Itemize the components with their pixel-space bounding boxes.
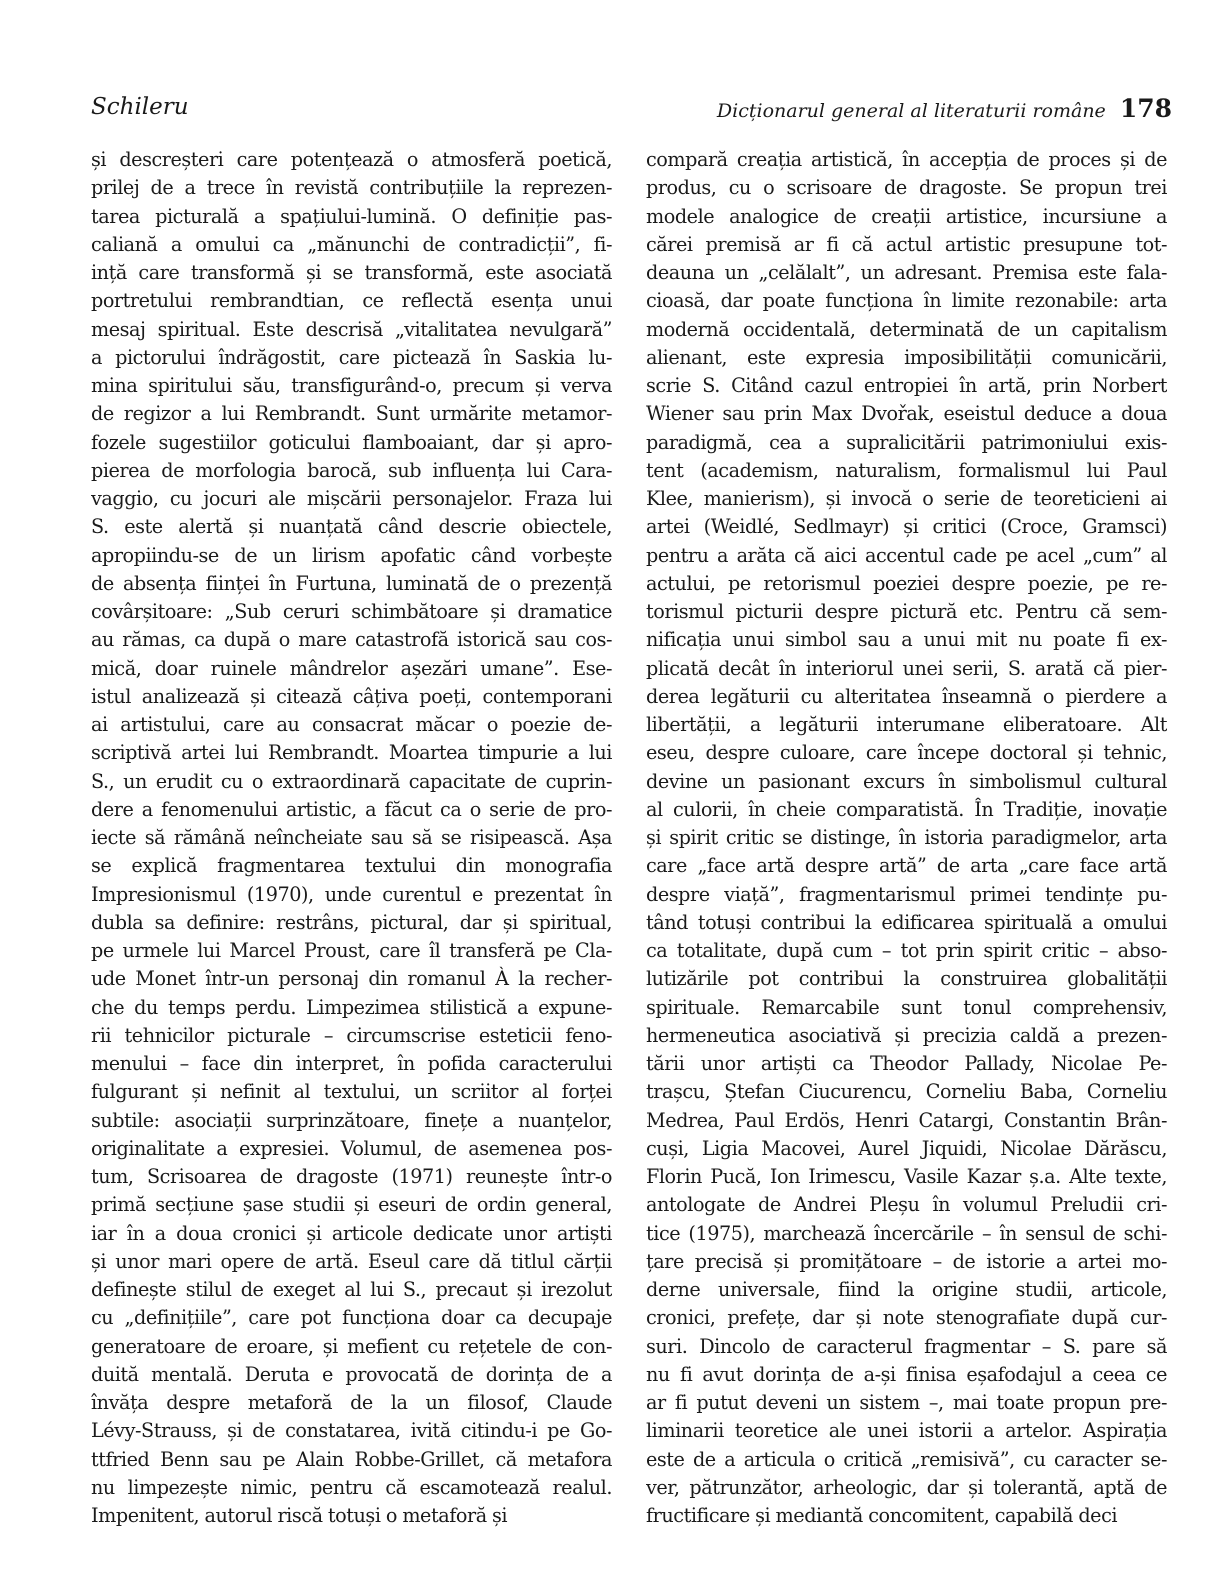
text-line: ință care transformă și se transformă, este asociată xyxy=(91,261,612,284)
text-line: compară creația artistică, în accepția de proces și de xyxy=(646,148,1167,171)
text-line: modele analogice de creații artistice, incursiune a xyxy=(646,204,1167,228)
text-line: prilej de a trece în revistă contribuțiile la reprezen- xyxy=(91,176,612,200)
text-line: torismul picturii despre pictură etc. Pentru că sem- xyxy=(646,600,1167,623)
text-line: Florin Pucă, Ion Irimescu, Vasile Kazar ș.a. Alte texte, xyxy=(646,1165,1167,1188)
text-line: devine un pasionant excurs în simbolismul cultural xyxy=(646,769,1167,793)
text-line: cioasă, dar poate funcționa în limite rezonabile: arta xyxy=(646,289,1167,313)
text-line: suri. Dincolo de caracterul fragmentar – S. pare să xyxy=(646,1334,1167,1358)
text-line: și unor mari opere de artă. Eseul care dă titlul cărții xyxy=(91,1249,612,1273)
text-line: al culorii, în cheie comparatistă. În Tradiție, inovație xyxy=(646,797,1167,821)
text-line: iar în a doua cronici și articole dedicate unor artiști xyxy=(91,1221,612,1245)
text-line: tice (1975), marchează încercările – în sensul de schi- xyxy=(646,1221,1167,1245)
text-line: fozele sugestiilor goticului flamboaiant, dar și apro- xyxy=(91,430,612,454)
text-line: produs, cu o scrisoare de dragoste. Se propun trei xyxy=(646,176,1167,200)
text-line: hermeneutica asociativă și precizia caldă a prezen- xyxy=(646,1023,1167,1047)
text-line: țare precisă și promițătoare – de istorie a artei mo- xyxy=(646,1249,1167,1273)
text-line: dere a fenomenului artistic, a făcut ca o serie de pro- xyxy=(91,797,612,821)
text-line: S., un erudit cu o extraordinară capacitate de cuprin- xyxy=(91,769,612,793)
text-line: este de a articula o critică „remisivă”, cu caracter se- xyxy=(646,1447,1167,1471)
text-line: derea legăturii cu alteritatea înseamnă o pierdere a xyxy=(646,684,1167,708)
text-line: cărei premisă ar fi că actul artistic presupune tot- xyxy=(646,232,1167,256)
text-line: subtile: asociații surprinzătoare, finețe a nuanțelor, xyxy=(91,1108,612,1132)
text-line: și spirit critic se distinge, în istoria paradigmelor, arta xyxy=(646,826,1167,849)
text-line: caliană a omului ca „mănunchi de contradicții”, fi- xyxy=(91,232,612,256)
running-head-right xyxy=(717,94,1172,123)
text-line: ca totalitate, după cum – tot prin spirit critic – abso- xyxy=(646,939,1167,962)
text-line: scriptivă artei lui Rembrandt. Moartea timpurie a lui xyxy=(91,741,612,765)
text-line: duită mentală. Deruta e provocată de dorința de a xyxy=(91,1362,612,1386)
text-line: deauna un „celălalt”, un adresant. Premisa este fala- xyxy=(646,261,1167,284)
text-line: Medrea, Paul Erdös, Henri Catargi, Constantin Brân- xyxy=(646,1108,1167,1132)
text-line: ttfried Benn sau pe Alain Robbe-Grillet, că metafora xyxy=(91,1447,612,1471)
text-line: covârșitoare: „Sub ceruri schimbătoare și dramatice xyxy=(91,600,612,623)
text-line: și descreșteri care potențează o atmosferă poetică, xyxy=(91,148,612,171)
text-line: paradigmă, cea a supralicitării patrimoniului exis- xyxy=(646,430,1167,454)
text-line: tând totuși contribui la edificarea spirituală a omului xyxy=(646,910,1167,934)
running-head-entry-name: Schileru xyxy=(91,94,189,120)
text-line: portretului rembrandtian, ce reflectă esența unui xyxy=(91,289,612,313)
text-line: lutizările pot contribui la construirea globalității xyxy=(646,967,1167,991)
right-text-column xyxy=(646,146,1167,1530)
text-line: care „face artă despre artă” de arta „care face artă xyxy=(646,854,1167,878)
text-line: mesaj spiritual. Este descrisă „vitalitatea nevulgară” xyxy=(91,317,612,341)
running-head-book-title: Dicționarul general al literaturii române xyxy=(716,100,1106,122)
text-line: ai artistului, care au consacrat măcar o poezie de- xyxy=(91,713,612,736)
text-line: plicată decât în interiorul unei serii, S. arată că pier- xyxy=(646,656,1167,680)
text-line: menului – face din interpret, în pofida caracterului xyxy=(91,1052,612,1075)
text-line: derne universale, fiind la origine studii, articole, xyxy=(646,1278,1167,1301)
text-line: nu fi avut dorința de a-și finisa eșafodajul a ceea ce xyxy=(646,1362,1167,1386)
text-line: se explică fragmentarea textului din monografia xyxy=(91,854,612,878)
text-line: originalitate a expresiei. Volumul, de asemenea pos- xyxy=(91,1136,612,1160)
text-line: artei (Weidlé, Sedlmayr) și critici (Croce, Gramsci) xyxy=(646,515,1167,539)
text-line: Wiener sau prin Max Dvořak, eseistul deduce a doua xyxy=(646,402,1167,426)
text-line: pe urmele lui Marcel Proust, care îl transferă pe Cla- xyxy=(91,939,612,962)
text-line: antologate de Andrei Pleșu în volumul Preludii cri- xyxy=(646,1193,1167,1217)
text-line: S. este alertă și nuanțată când descrie obiectele, xyxy=(91,515,612,539)
text-line: de regizor a lui Rembrandt. Sunt urmărite metamor- xyxy=(91,402,612,426)
text-line: Impenitent, autorul riscă totuși o metaforă și xyxy=(91,1504,508,1527)
text-line: cuși, Ligia Macovei, Aurel Jiquidi, Nicolae Dărăscu, xyxy=(646,1136,1167,1160)
text-line: mina spiritului său, transfigurând-o, precum și verva xyxy=(91,374,612,397)
text-line: modernă occidentală, determinată de un capitalism xyxy=(646,317,1167,341)
text-line: fulgurant și nefinit al textului, un scriitor al forței xyxy=(91,1080,612,1104)
text-line: alienant, este expresia imposibilității comunicării, xyxy=(646,345,1167,369)
text-line: nificația unui simbol sau a unui mit nu poate fi ex- xyxy=(646,628,1167,652)
text-line: tării unor artiști ca Theodor Pallady, Nicolae Pe- xyxy=(646,1052,1167,1075)
text-line: actului, pe retorismul poeziei despre poezie, pe re- xyxy=(646,571,1167,595)
text-line: tum, Scrisoarea de dragoste (1971) reunește într-o xyxy=(91,1165,612,1188)
text-line: ar fi putut deveni un sistem –, mai toate propun pre- xyxy=(646,1391,1167,1414)
text-line: pentru a arăta că aici accentul cade pe acel „cum” al xyxy=(646,543,1167,567)
text-line: cu „definițiile”, care pot funcționa doar ca decupaje xyxy=(91,1306,612,1330)
text-line: istul analizează și citează câțiva poeți, contemporani xyxy=(91,684,612,708)
left-text-column xyxy=(91,146,612,1530)
text-line: au rămas, ca după o mare catastrofă istorică sau cos- xyxy=(91,628,612,652)
text-line: iecte să rămână neîncheiate sau să se risipească. Așa xyxy=(91,826,612,849)
text-line: pierea de morfologia barocă, sub influența lui Cara- xyxy=(91,458,612,482)
text-line: liminarii teoretice ale unei istorii a artelor. Aspirația xyxy=(646,1419,1167,1443)
text-line: cronici, prefețe, dar și note stenografiate după cur- xyxy=(646,1306,1167,1330)
text-line: tarea picturală a spațiului-lumină. O definiție pas- xyxy=(91,204,612,228)
text-line: che du temps perdu. Limpezimea stilistică a expune- xyxy=(91,995,612,1019)
text-line: despre viață”, fragmentarismul primei tendințe pu- xyxy=(646,882,1167,906)
text-line: spirituale. Remarcabile sunt tonul comprehensiv, xyxy=(646,995,1167,1019)
text-line: primă secțiune șase studii și eseuri de ordin general, xyxy=(91,1193,612,1217)
text-line: mică, doar ruinele mândrelor așezări umane”. Ese- xyxy=(91,656,612,680)
page-header xyxy=(91,94,1172,130)
text-line: rii tehnicilor picturale – circumscrise esteticii feno- xyxy=(91,1023,612,1047)
text-line: Klee, manierism), și invocă o serie de teoreticieni ai xyxy=(646,487,1167,510)
text-line: învăța despre metaforă de la un filosof, Claude xyxy=(91,1391,612,1414)
text-line: vaggio, cu jocuri ale mișcării personajelor. Fraza lui xyxy=(91,487,612,510)
text-line: definește stilul de exeget al lui S., precaut și irezolut xyxy=(91,1278,612,1301)
page-number: 178 xyxy=(1119,94,1172,123)
text-line: trașcu, Ștefan Ciucurencu, Corneliu Baba, Corneliu xyxy=(646,1080,1167,1104)
text-line: Impresionismul (1970), unde curentul e prezentat în xyxy=(91,882,612,906)
text-line: eseu, despre culoare, care începe doctoral și tehnic, xyxy=(646,741,1167,765)
text-line: ude Monet într-un personaj din romanul À la recher- xyxy=(91,967,612,991)
text-line: de absența ființei în Furtuna, luminată de o prezență xyxy=(91,571,612,595)
text-line: scrie S. Citând cazul entropiei în artă, prin Norbert xyxy=(646,374,1167,397)
text-line: libertății, a legăturii interumane eliberatoare. Alt xyxy=(646,713,1167,736)
text-line: ver, pătrunzător, arheologic, dar și tolerantă, aptă de xyxy=(646,1475,1167,1499)
text-line: dubla sa definire: restrâns, pictural, dar și spiritual, xyxy=(91,910,612,934)
text-line: Lévy-Strauss, și de constatarea, ivită citindu-i pe Go- xyxy=(91,1419,612,1443)
text-line: apropiindu-se de un lirism apofatic când vorbește xyxy=(91,543,612,567)
text-line: fructificare și mediantă concomitent, capabilă deci xyxy=(646,1504,1118,1527)
text-line: generatoare de eroare, și mefient cu rețetele de con- xyxy=(91,1334,612,1358)
text-line: nu limpezește nimic, pentru că escamotează realul. xyxy=(91,1475,612,1499)
text-line: a pictorului îndrăgostit, care pictează în Saskia lu- xyxy=(91,345,612,369)
text-line: tent (academism, naturalism, formalismul lui Paul xyxy=(646,458,1167,482)
